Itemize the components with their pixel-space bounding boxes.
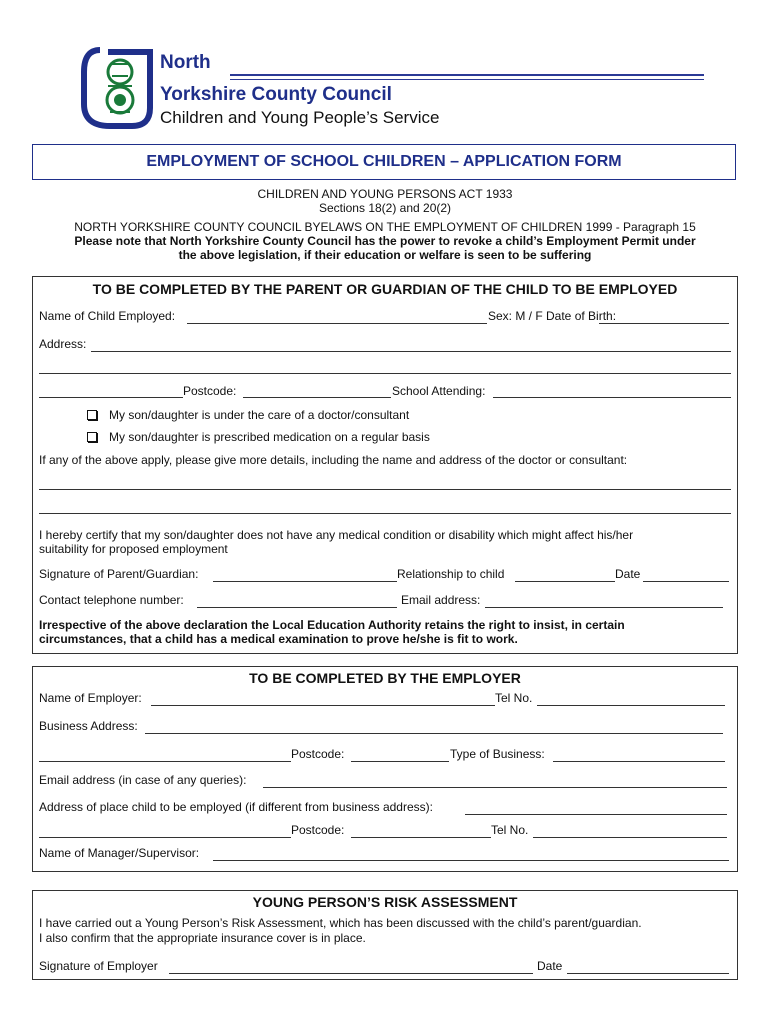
doctor-care-checkbox[interactable] — [87, 410, 97, 420]
employer-name-field[interactable] — [151, 705, 495, 706]
lea-note-line2: circumstances, that a child has a medical examination to prove he/she is fit to work. — [39, 632, 518, 646]
phone-field[interactable] — [197, 607, 397, 608]
employer-signature-label: Signature of Employer — [39, 959, 158, 973]
manager-field[interactable] — [213, 860, 729, 861]
parent-date-field[interactable] — [643, 581, 729, 582]
address-label: Address: — [39, 337, 87, 351]
details-prompt: If any of the above apply, please give more details, including the name and address of the doctor or consultant: — [39, 453, 628, 467]
risk-assessment-title: YOUNG PERSON’S RISK ASSESSMENT — [252, 894, 518, 910]
address-field-line3[interactable] — [39, 397, 183, 398]
employer-section — [32, 666, 738, 872]
parent-email-field[interactable] — [485, 607, 723, 608]
header-divider-thin — [230, 79, 704, 80]
details-field-line2[interactable] — [39, 513, 731, 514]
relationship-field[interactable] — [515, 581, 615, 582]
header-divider — [230, 74, 704, 76]
act-reference: CHILDREN AND YOUNG PERSONS ACT 1933 — [257, 187, 513, 201]
employer-email-label: Email address (in case of any queries): — [39, 773, 247, 787]
details-field-line1[interactable] — [39, 489, 731, 490]
parent-section — [32, 276, 738, 654]
business-address-field[interactable] — [145, 733, 723, 734]
medication-checkbox[interactable] — [87, 432, 97, 442]
parent-signature-label: Signature of Parent/Guardian: — [39, 567, 199, 581]
service-name: Children and Young People’s Service — [160, 108, 440, 127]
place-tel-field[interactable] — [533, 837, 727, 838]
north-yorkshire-crest-icon — [80, 42, 158, 130]
employer-tel-label: Tel No. — [495, 691, 533, 705]
place-postcode-field[interactable] — [351, 837, 491, 838]
risk-statement-line2: I also confirm that the appropriate insurance cover is in place. — [39, 931, 366, 945]
employer-tel-field[interactable] — [537, 705, 725, 706]
business-address-field-line2[interactable] — [39, 761, 291, 762]
business-type-label: Type of Business: — [450, 747, 545, 761]
place-postcode-label: Postcode: — [291, 823, 345, 837]
address-field-line1[interactable] — [91, 351, 731, 352]
employer-name-label: Name of Employer: — [39, 691, 142, 705]
org-name-line1: North — [160, 52, 211, 73]
place-address-field[interactable] — [465, 814, 727, 815]
child-name-label: Name of Child Employed: — [39, 309, 176, 323]
revoke-notice-line2: the above legislation, if their education or welfare is seen to be suffering — [178, 248, 592, 262]
byelaws-reference: NORTH YORKSHIRE COUNTY COUNCIL BYELAWS ON THE EMPLOYMENT OF CHILDREN 1999 - Paragraph 15 — [74, 220, 696, 234]
business-postcode-field[interactable] — [351, 761, 449, 762]
postcode-label: Postcode: — [183, 384, 237, 398]
sex-dob-label: Sex: M / F Date of Birth: — [488, 309, 617, 323]
phone-label: Contact telephone number: — [39, 593, 184, 607]
revoke-notice-line1: Please note that North Yorkshire County Council has the power to revoke a child’s Employment Permit under — [74, 234, 696, 248]
employer-section-title: TO BE COMPLETED BY THE EMPLOYER — [249, 670, 521, 686]
risk-assessment-section — [32, 890, 738, 980]
parent-section-title: TO BE COMPLETED BY THE PARENT OR GUARDIAN OF THE CHILD TO BE EMPLOYED — [92, 281, 678, 297]
employer-email-field[interactable] — [263, 787, 727, 788]
school-label: School Attending: — [392, 384, 486, 398]
business-address-label: Business Address: — [39, 719, 138, 733]
employer-date-label: Date — [537, 959, 563, 973]
lea-note-line1: Irrespective of the above declaration the Local Education Authority retains the right to insist, in certain — [39, 618, 625, 632]
address-field-line2[interactable] — [39, 373, 731, 374]
employer-signature-field[interactable] — [169, 973, 533, 974]
certify-text-line1: I hereby certify that my son/daughter does not have any medical condition or disability which might affect his/her — [39, 528, 634, 542]
school-field[interactable] — [493, 397, 731, 398]
place-address-field-line2[interactable] — [39, 837, 291, 838]
medication-label: My son/daughter is prescribed medication on a regular basis — [109, 430, 430, 444]
relationship-label: Relationship to child — [397, 567, 505, 581]
manager-label: Name of Manager/Supervisor: — [39, 846, 200, 860]
business-type-field[interactable] — [553, 761, 725, 762]
employer-date-field[interactable] — [567, 973, 729, 974]
parent-email-label: Email address: — [401, 593, 481, 607]
child-name-field[interactable] — [187, 323, 487, 324]
place-address-label: Address of place child to be employed (if different from business address): — [39, 800, 433, 814]
page-title: EMPLOYMENT OF SCHOOL CHILDREN – APPLICATION FORM — [36, 148, 732, 176]
parent-date-label: Date — [615, 567, 641, 581]
place-tel-label: Tel No. — [491, 823, 529, 837]
postcode-field[interactable] — [243, 397, 391, 398]
business-postcode-label: Postcode: — [291, 747, 345, 761]
doctor-care-label: My son/daughter is under the care of a doctor/consultant — [109, 408, 410, 422]
risk-statement-line1: I have carried out a Young Person’s Risk Assessment, which has been discussed with the child’s parent/guardian. — [39, 916, 642, 930]
certify-text-line2: suitability for proposed employment — [39, 542, 228, 556]
parent-signature-field[interactable] — [213, 581, 397, 582]
sections-reference: Sections 18(2) and 20(2) — [318, 201, 452, 215]
form-title-banner — [32, 144, 736, 180]
date-of-birth-field[interactable] — [599, 323, 729, 324]
org-name-line2: Yorkshire County Council — [160, 84, 392, 105]
